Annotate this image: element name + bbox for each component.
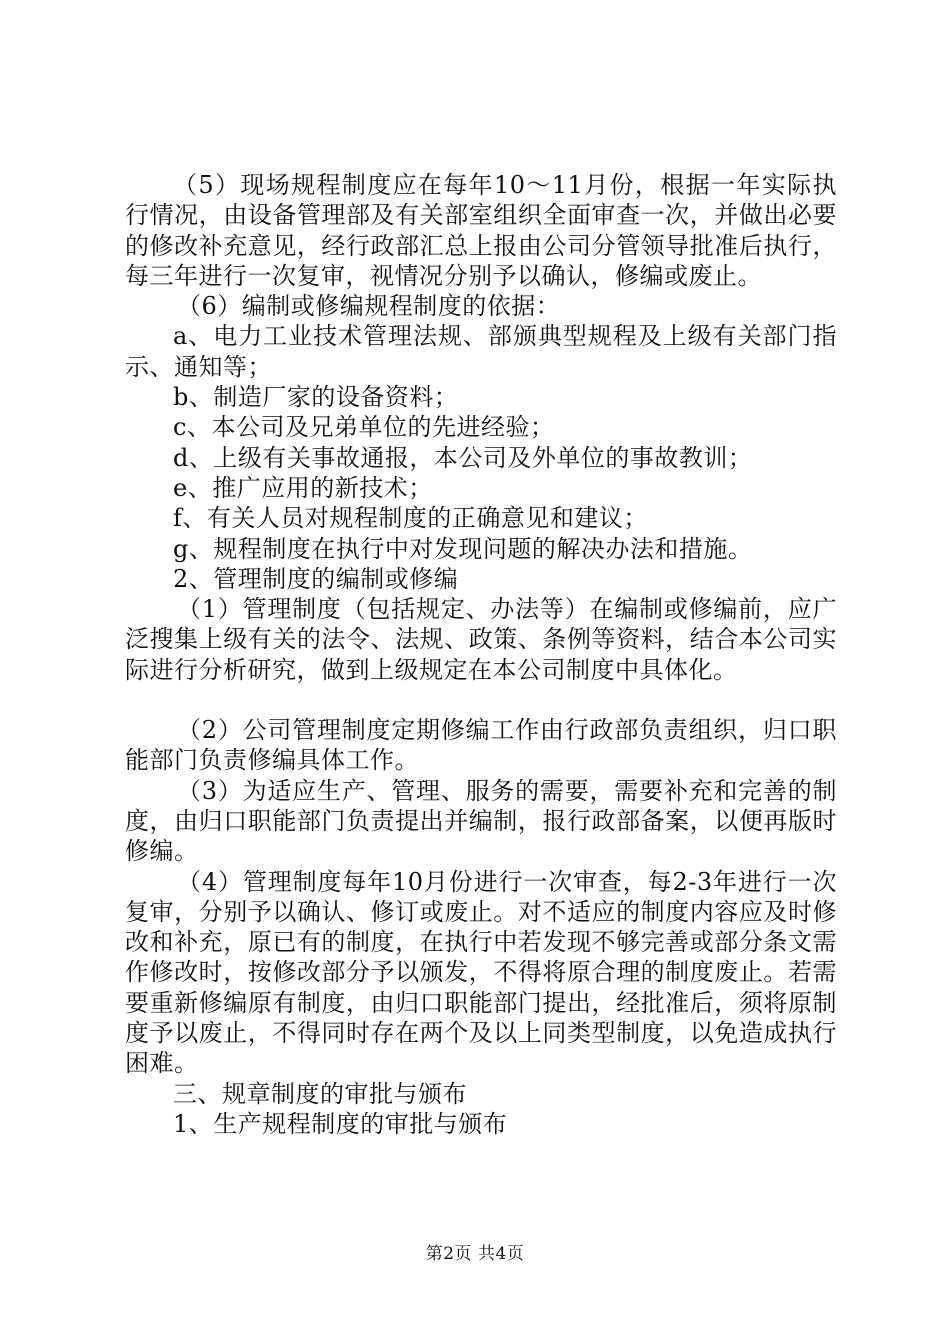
list-item-c: c、本公司及兄弟单位的先进经验；: [173, 413, 555, 442]
list-item-a: a、电力工业技术管理法规、部颁典型规程及上级有关部门指示、通知等；: [125, 322, 837, 381]
paragraph-5-annual-review: （5）现场规程制度应在每年10～11月份，根据一年实际执行情况，由设备管理部及有关部室组织全面审查一次，并做出必要的修改补充意见，经行政部汇总上报由公司分管领导批准后执行，每三年进行一次复审，视情况分别予以确认，修编或废止。: [125, 171, 837, 290]
list-item-f: f、有关人员对规程制度的正确意见和建议；: [173, 504, 648, 533]
list-item-b: b、制造厂家的设备资料；: [173, 383, 459, 412]
page-number: 第2页 共4页: [425, 1244, 525, 1264]
page-footer: [0, 1243, 950, 1265]
paragraph-6-basis-heading: （6）编制或修编规程制度的依据：: [177, 292, 561, 321]
section-heading-production-rules: 1、生产规程制度的审批与颁布: [173, 1109, 508, 1138]
list-item-g: g、规程制度在执行中对发现问题的解决办法和措施。: [173, 534, 753, 563]
paragraph-4-review-cycle: （4）管理制度每年10月份进行一次审查，每2-3年进行一次复审，分别予以确认、修订或废止。对不适应的制度内容应及时修改和补充，原已有的制度，在执行中若发现不够完善或部分条文需作修改时，按修改部分予以颁发，不得将原合理的制度废止。若需要重新修编原有制度，由归口职能部门提出，经批准后，须将原制度予以废止，不得同时存在两个及以上同类型制度，以免造成执行困难。: [125, 867, 837, 1078]
chapter-heading-approval: 三、规章制度的审批与颁布: [173, 1079, 467, 1108]
section-heading-management-rules: 2、管理制度的编制或修编: [173, 564, 459, 593]
paragraph-1-management-drafting: （1）管理制度（包括规定、办法等）在编制或修编前，应广泛搜集上级有关的法令、法规、政策、条例等资料，结合本公司实际进行分析研究，做到上级规定在本公司制度中具体化。: [125, 595, 837, 684]
document-body: [125, 170, 837, 1139]
paragraph-3-supplement: （3）为适应生产、管理、服务的需要，需要补充和完善的制度，由归口职能部门负责提出并编制，报行政部备案，以便再版时修编。: [125, 776, 837, 866]
paragraph-2-periodic-revision: （2）公司管理制度定期修编工作由行政部负责组织，归口职能部门负责修编具体工作。: [125, 716, 837, 775]
list-item-e: e、推广应用的新技术；: [173, 473, 433, 502]
list-item-d: d、上级有关事故通报，本公司及外单位的事故教训；: [173, 443, 753, 472]
